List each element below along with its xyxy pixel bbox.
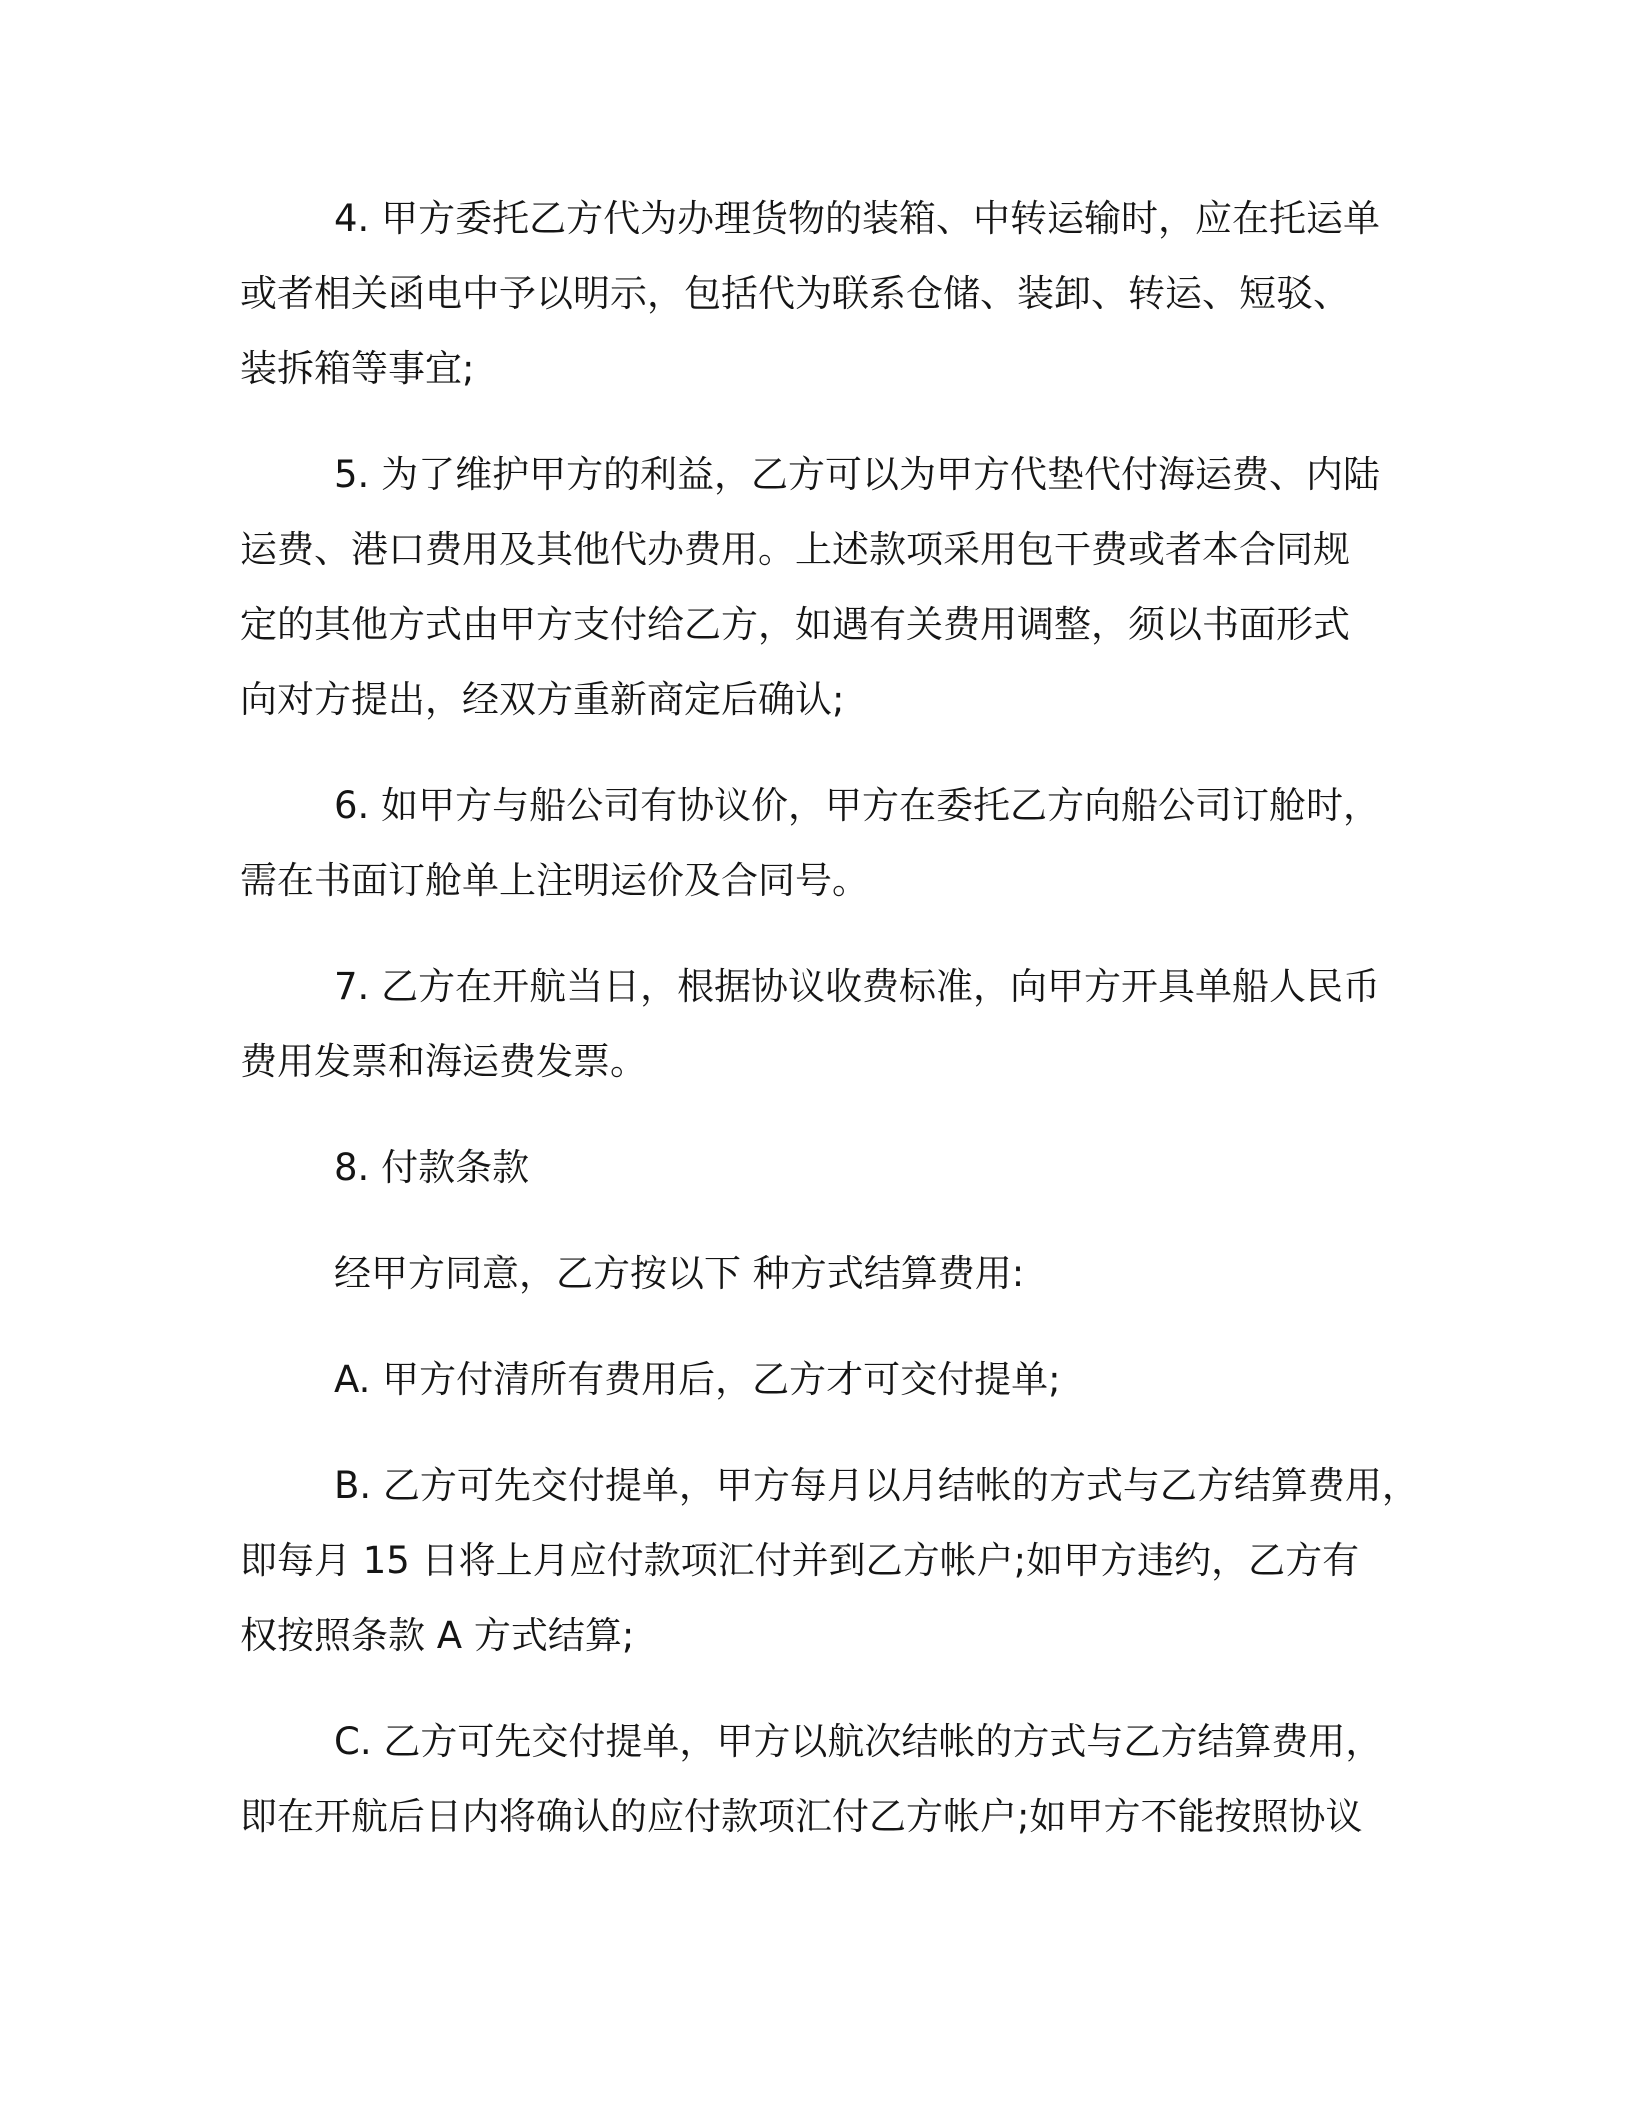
text-line: 7. 乙方在开航当日，根据协议收费标准，向甲方开具单船人民币	[334, 965, 1381, 1008]
text-line: 装拆箱等事宜;	[240, 347, 475, 390]
clause-6	[240, 775, 1420, 925]
clause-5	[240, 444, 1420, 744]
text-line: 运费、港口费用及其他代办费用。上述款项采用包干费或者本合同规	[240, 528, 1350, 571]
paragraph-gap	[240, 925, 1420, 956]
text-line: 费用发票和海运费发票。	[240, 1040, 647, 1083]
text-line: 经甲方同意，乙方按以下 种方式结算费用:	[334, 1252, 1025, 1295]
text-line: 或者相关函电中予以明示，包括代为联系仓储、装卸、转运、短驳、	[240, 272, 1350, 315]
text-line: 定的其他方式由甲方支付给乙方，如遇有关费用调整，须以书面形式	[240, 603, 1350, 646]
text-line: 8. 付款条款	[334, 1146, 530, 1189]
payment-intro	[240, 1243, 1420, 1318]
clause-8-heading	[240, 1137, 1420, 1212]
paragraph-gap	[240, 1106, 1420, 1137]
text-line: 需在书面订舱单上注明运价及合同号。	[240, 859, 869, 902]
text-line: 4. 甲方委托乙方代为办理货物的装箱、中转运输时，应在托运单	[334, 197, 1381, 240]
clause-4	[240, 188, 1420, 413]
text-line: A. 甲方付清所有费用后，乙方才可交付提单;	[334, 1358, 1061, 1401]
payment-option-c	[240, 1711, 1420, 1861]
paragraph-gap	[240, 1680, 1420, 1711]
paragraph-gap	[240, 1212, 1420, 1243]
text-line: 即每月 15 日将上月应付款项汇付并到乙方帐户;如甲方违约，乙方有	[240, 1539, 1360, 1582]
clause-7	[240, 956, 1420, 1106]
paragraph-gap	[240, 413, 1420, 444]
document-body	[240, 188, 1420, 1861]
text-line: 权按照条款 A 方式结算;	[240, 1614, 635, 1657]
payment-option-a	[240, 1349, 1420, 1424]
text-line: 向对方提出，经双方重新商定后确认;	[240, 678, 845, 721]
text-line: B. 乙方可先交付提单，甲方每月以月结帐的方式与乙方结算费用，	[334, 1464, 1419, 1507]
paragraph-gap	[240, 744, 1420, 775]
text-line: 6. 如甲方与船公司有协议价，甲方在委托乙方向船公司订舱时，	[334, 784, 1381, 827]
paragraph-gap	[240, 1424, 1420, 1455]
text-line: 即在开航后日内将确认的应付款项汇付乙方帐户;如甲方不能按照协议	[240, 1795, 1363, 1838]
payment-option-b	[240, 1455, 1420, 1680]
text-line: C. 乙方可先交付提单，甲方以航次结帐的方式与乙方结算费用，	[334, 1720, 1383, 1763]
text-line: 5. 为了维护甲方的利益，乙方可以为甲方代垫代付海运费、内陆	[334, 453, 1381, 496]
paragraph-gap	[240, 1318, 1420, 1349]
